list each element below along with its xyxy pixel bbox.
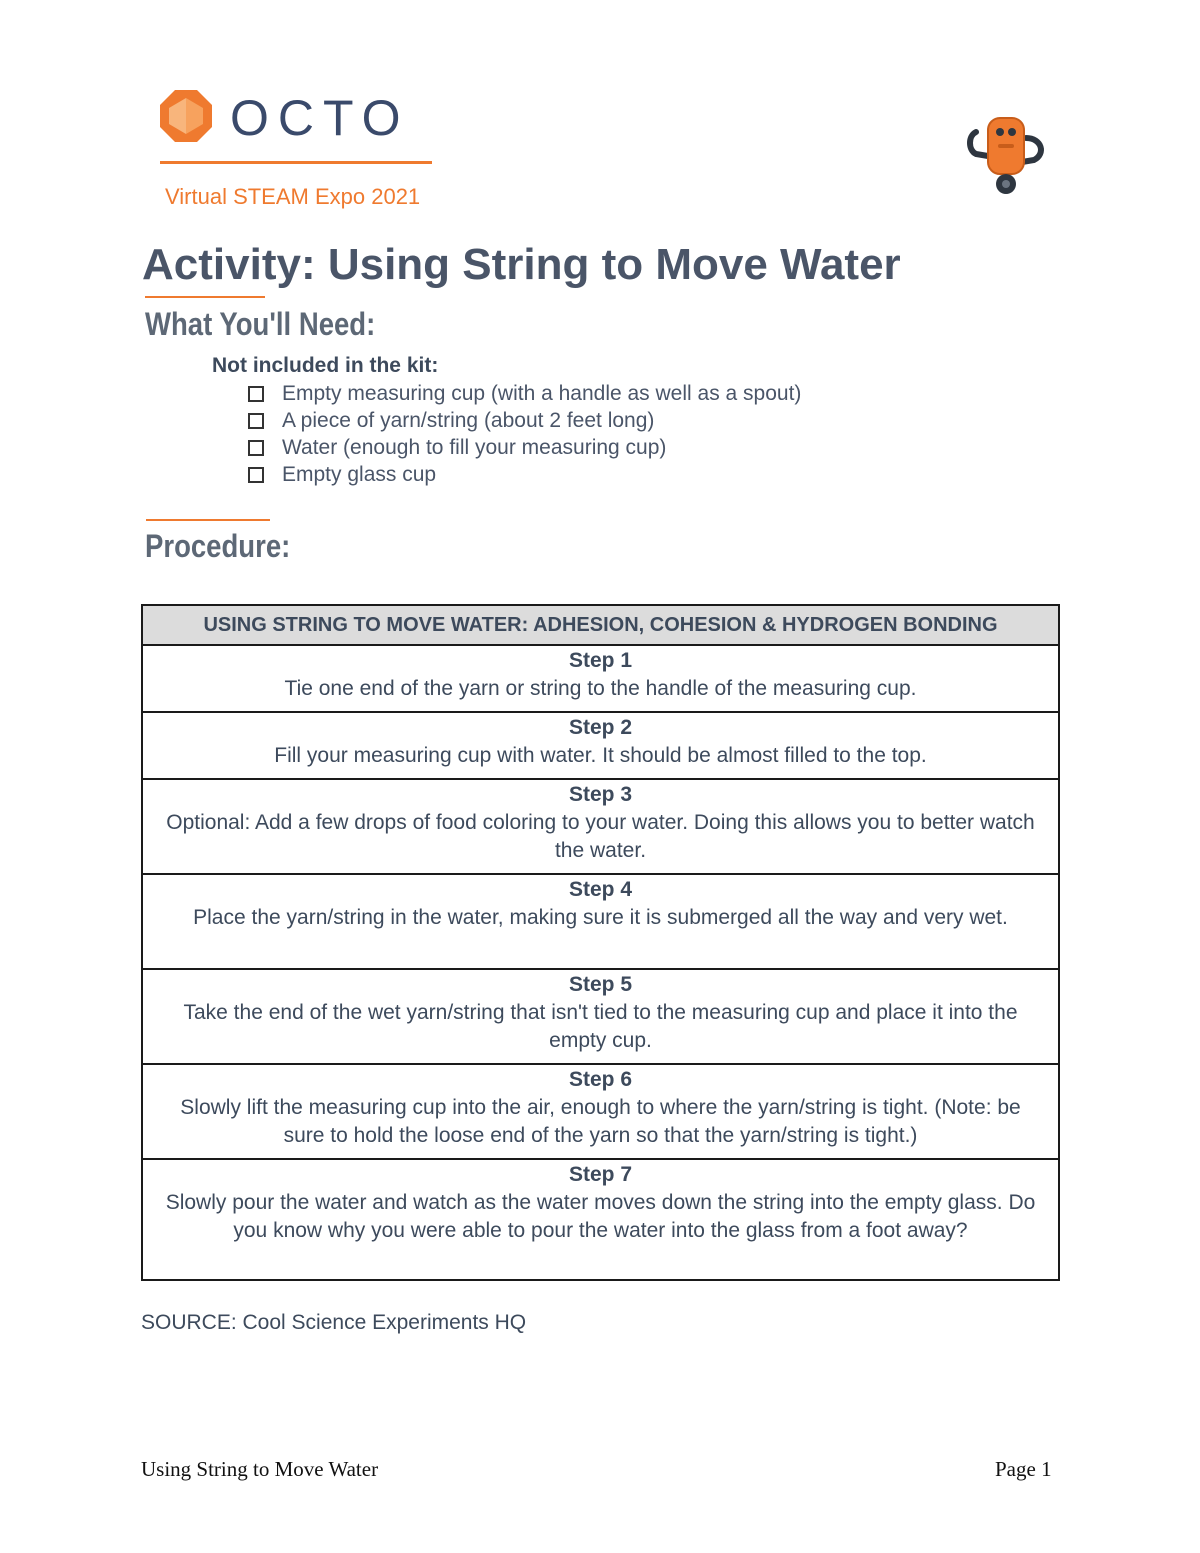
table-row [142, 969, 1059, 1064]
materials-checklist [248, 380, 801, 488]
checklist-item: Empty measuring cup (with a handle as well as a spout) [248, 380, 801, 407]
needs-heading: What You'll Need: [145, 306, 376, 342]
page-title: Activity: Using String to Move Water [142, 240, 901, 289]
event-name: Virtual STEAM Expo 2021 [165, 184, 421, 209]
step-label: Step 3 [568, 783, 633, 806]
step-label: Step 2 [568, 716, 633, 739]
checkbox-icon[interactable] [248, 467, 264, 483]
step-label: Step 4 [568, 878, 633, 901]
table-row [142, 645, 1059, 712]
step-label: Step 1 [568, 649, 633, 672]
checkbox-icon[interactable] [248, 440, 264, 456]
table-row [142, 1064, 1059, 1159]
step-label: Step 5 [568, 973, 633, 996]
octo-logo [158, 88, 438, 148]
logo-wordmark: OCTO [230, 90, 410, 146]
step-label: Step 7 [568, 1163, 633, 1186]
checklist-item: A piece of yarn/string (about 2 feet long) [248, 407, 801, 434]
step-text: Fill your measuring cup with water. It should be almost filled to the top. [274, 744, 927, 767]
table-row [142, 779, 1059, 874]
checkbox-icon[interactable] [248, 413, 264, 429]
page-number: Page 1 [995, 1457, 1052, 1481]
source-citation: SOURCE: Cool Science Experiments HQ [141, 1311, 527, 1334]
header-divider [160, 161, 432, 164]
procedure-accent-rule [146, 519, 270, 521]
checklist-item: Water (enough to fill your measuring cup) [248, 434, 801, 461]
title-accent-rule [145, 296, 265, 298]
step-text: Place the yarn/string in the water, making sure it is submerged all the way and very wet. [193, 906, 1008, 929]
checkbox-icon[interactable] [248, 386, 264, 402]
checklist-item: Empty glass cup [248, 461, 801, 488]
step-text: Take the end of the wet yarn/string that isn't tied to the measuring cup and place it into the empty cup. [183, 1001, 1018, 1052]
table-header: USING STRING TO MOVE WATER: ADHESION, COHESION & HYDROGEN BONDING [142, 605, 1059, 645]
table-row [142, 874, 1059, 969]
kit-label: Not included in the kit: [212, 354, 439, 377]
octo-hexagon-icon [158, 88, 214, 144]
step-text: Slowly lift the measuring cup into the air, enough to where the yarn/string is tight. (Note: be sure to hold the loose end of the yarn so that the yarn/string is tight.) [180, 1096, 1021, 1147]
procedure-table [141, 604, 1060, 1281]
step-text: Tie one end of the yarn or string to the handle of the measuring cup. [284, 677, 917, 700]
step-label: Step 6 [568, 1068, 633, 1091]
step-text: Slowly pour the water and watch as the water moves down the string into the empty glass. Do you know why you were able to pour the water into the glass from a foot away? [165, 1191, 1036, 1242]
step-text: Optional: Add a few drops of food coloring to your water. Doing this allows you to better watch the water. [166, 811, 1035, 862]
procedure-heading: Procedure: [145, 528, 291, 564]
footer-title: Using String to Move Water [141, 1457, 379, 1481]
table-row [142, 1159, 1059, 1280]
robot-mascot-icon [962, 108, 1052, 200]
table-row [142, 712, 1059, 779]
